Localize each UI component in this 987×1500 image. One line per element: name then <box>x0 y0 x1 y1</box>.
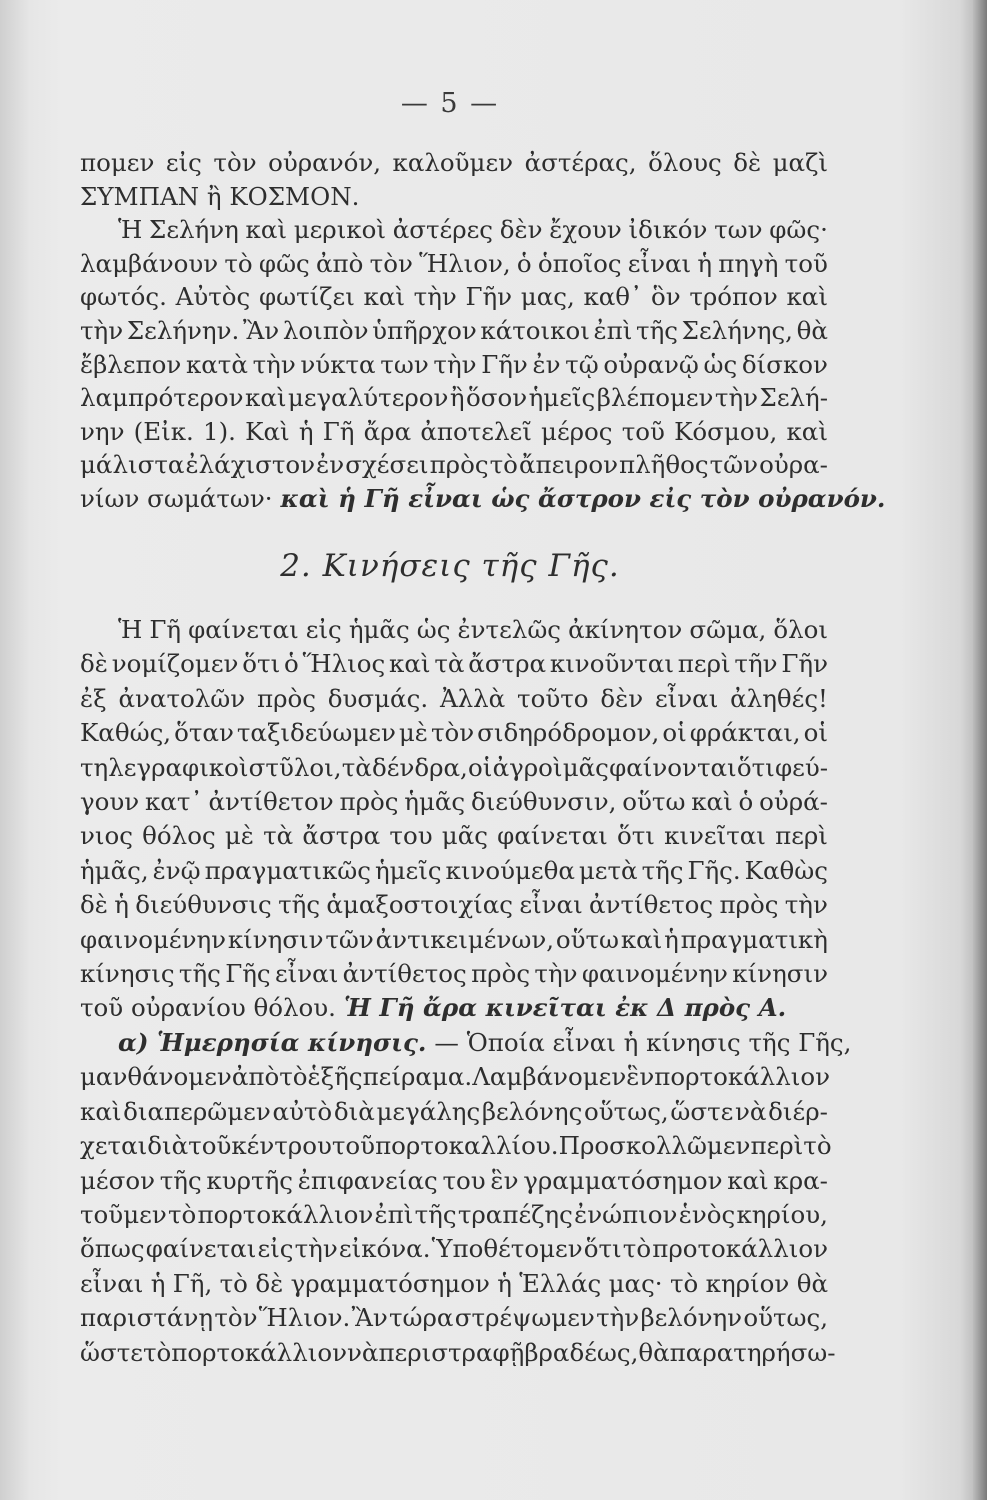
text-line: κίνησις τῆς Γῆς εἶναι ἀντίθετος πρὸς τὴν φαινομένην κίνησιν <box>80 959 828 989</box>
text-line: γουν κατ᾽ ἀντίθετον πρὸς ἡμᾶς διεύθυνσιν, οὕτω καὶ ὁ οὐρά- <box>80 787 828 817</box>
text-line: καὶ διαπερῶμεν αὐτὸ διὰ μεγάλης βελόνης οὕτως, ὥστε νὰ διέρ- <box>80 1096 828 1126</box>
text-line: Καθώς, ὅταν ταξιδεύωμεν μὲ τὸν σιδηρόδρομον, οἱ φράκται, οἱ <box>80 718 828 748</box>
text-line: ὥστε τὸ πορτοκάλλιον νὰ περιστραφῇ βραδέως, θὰ παρατηρήσω- <box>80 1337 836 1367</box>
text-line: α) Ἡμερησία κίνησις. — Ὁποία εἶναι ἡ κίνησις τῆς Γῆς, <box>80 1026 828 1060</box>
text-line: μάλιστα ἐλάχιστον ἐν σχέσει πρὸς τὸ ἄπειρον πλῆθος τῶν οὐρα- <box>80 450 828 480</box>
text-line: νιος θόλος μὲ τὰ ἄστρα του μᾶς φαίνεται ὅτι κινεῖται περὶ <box>80 821 828 851</box>
text-line: ἔβλεπον κατὰ τὴν νύκτα των τὴν Γῆν ἐν τῷ οὐρανῷ ὡς δίσκον <box>80 349 828 379</box>
text-line: ἡμᾶς, ἐνῷ πραγματικῶς ἡμεῖς κινούμεθα μετὰ τῆς Γῆς. Καθὼς <box>80 855 828 885</box>
text-line: λαμβάνουν τὸ φῶς ἀπὸ τὸν Ἥλιον, ὁ ὁποῖος εἶναι ἡ πηγὴ τοῦ <box>80 248 828 278</box>
text-line: Ἡ Σελήνη καὶ μερικοὶ ἀστέρες δὲν ἔχουν ἰδικόν των φῶς· <box>118 215 828 245</box>
text-line: παριστάνῃ τὸν Ἥλιον. Ἂν τώρα στρέψωμεν τὴν βελόνην οὕτως, <box>80 1303 828 1333</box>
text-line: λαμπρότερον καὶ μεγαλύτερον ἢ ὅσον ἡμεῖς βλέπομεν τὴν Σελή- <box>80 383 828 413</box>
text-line: δὲ νομίζομεν ὅτι ὁ Ἥλιος καὶ τὰ ἄστρα κινοῦνται περὶ τῆν Γῆν <box>80 649 828 679</box>
section1-text <box>80 146 886 516</box>
text-line: τὴν Σελήνην. Ἂν λοιπὸν ὑπῆρχον κάτοικοι ἐπὶ τῆς Σελήνης, θὰ <box>80 315 828 345</box>
section2-text <box>80 613 852 1370</box>
text-line: τοῦ οὐρανίου θόλου. Ἡ Γῆ ἄρα κινεῖται ἐκ Δ πρὸς Α. <box>80 991 828 1025</box>
text-line: εἶναι ἡ Γῆ, τὸ δὲ γραμματόσημον ἡ Ἑλλάς μας· τὸ κηρίον θὰ <box>80 1268 828 1298</box>
text-line: φωτός. Αὐτὸς φωτίζει καὶ τὴν Γῆν μας, καθ᾽ ὃν τρόπον καὶ <box>80 282 828 312</box>
text-line: χεται διὰ τοῦ κέντρου τοῦ πορτοκαλλίου. Προσκολλῶμεν περὶ τὸ <box>80 1131 832 1161</box>
emphasis-text: καὶ ἡ Γῆ εἶναι ὡς ἄστρον εἰς τὸν οὐρανόν. <box>280 483 886 513</box>
text-line: φαινομένην κίνησιν τῶν ἀντικειμένων, οὕτω καὶ ἡ πραγματικὴ <box>80 924 828 954</box>
text-line: νίων σωμάτων· καὶ ἡ Γῆ εἶναι ὡς ἄστρον εἰς τὸν οὐρανόν. <box>80 482 828 516</box>
page-number: — 5 — <box>400 88 500 119</box>
section-heading: 2. Κινήσεις τῆς Γῆς. <box>280 548 620 584</box>
page-edge-shadow <box>973 0 987 1500</box>
text-line: δὲ ἡ διεύθυνσις τῆς ἁμαξοστοιχίας εἶναι ἀντίθετος πρὸς τὴν <box>80 890 828 920</box>
text-line: νην (Εἰκ. 1). Καὶ ἡ Γῆ ἄρα ἀποτελεῖ μέρος τοῦ Κόσμου, καὶ <box>80 416 828 446</box>
text-line: μέσον τῆς κυρτῆς ἐπιφανείας του ἓν γραμματόσημον καὶ κρα- <box>80 1165 828 1195</box>
text-line: Ἡ Γῆ φαίνεται εἰς ἡμᾶς ὡς ἐντελῶς ἀκίνητον σῶμα, ὅλοι <box>118 615 828 644</box>
emphasis-text: Ἡ Γῆ ἄρα κινεῖται ἐκ Δ πρὸς Α. <box>343 993 787 1023</box>
text-line: τοῦμεν τὸ πορτοκάλλιον ἐπὶ τῆς τραπέζης ἐνώπιον ἑνὸς κηρίου, <box>80 1199 828 1229</box>
text-line: ἐξ ἀνατολῶν πρὸς δυσμάς. Ἀλλὰ τοῦτο δὲν εἶναι ἀληθές! <box>80 683 828 713</box>
paragraph-label: α) Ἡμερησία κίνησις. <box>118 1027 427 1057</box>
text-line: μανθάνομεν ἀπὸ τὸ ἑξῆς πείραμα. Λαμβάνομεν ἓν πορτοκάλλιον <box>80 1062 830 1092</box>
text-line: ΣΥΜΠΑΝ ἢ ΚΟΣΜΟΝ. <box>80 181 360 211</box>
text-line: πομεν εἰς τὸν οὐρανόν, καλοῦμεν ἀστέρας, ὅλους δὲ μαζὶ <box>80 148 828 177</box>
text-line: ὅπως φαίνεται εἰς τὴν εἰκόνα. Ὑποθέτομεν ὅτι τὸ προτοκάλλιον <box>80 1234 828 1264</box>
text-line: τηλεγραφικοὶ στῦλοι, τὰ δένδρα, οἱ ἀγροὶ μᾶς φαίνονται ὅτι φεύ- <box>80 752 828 782</box>
